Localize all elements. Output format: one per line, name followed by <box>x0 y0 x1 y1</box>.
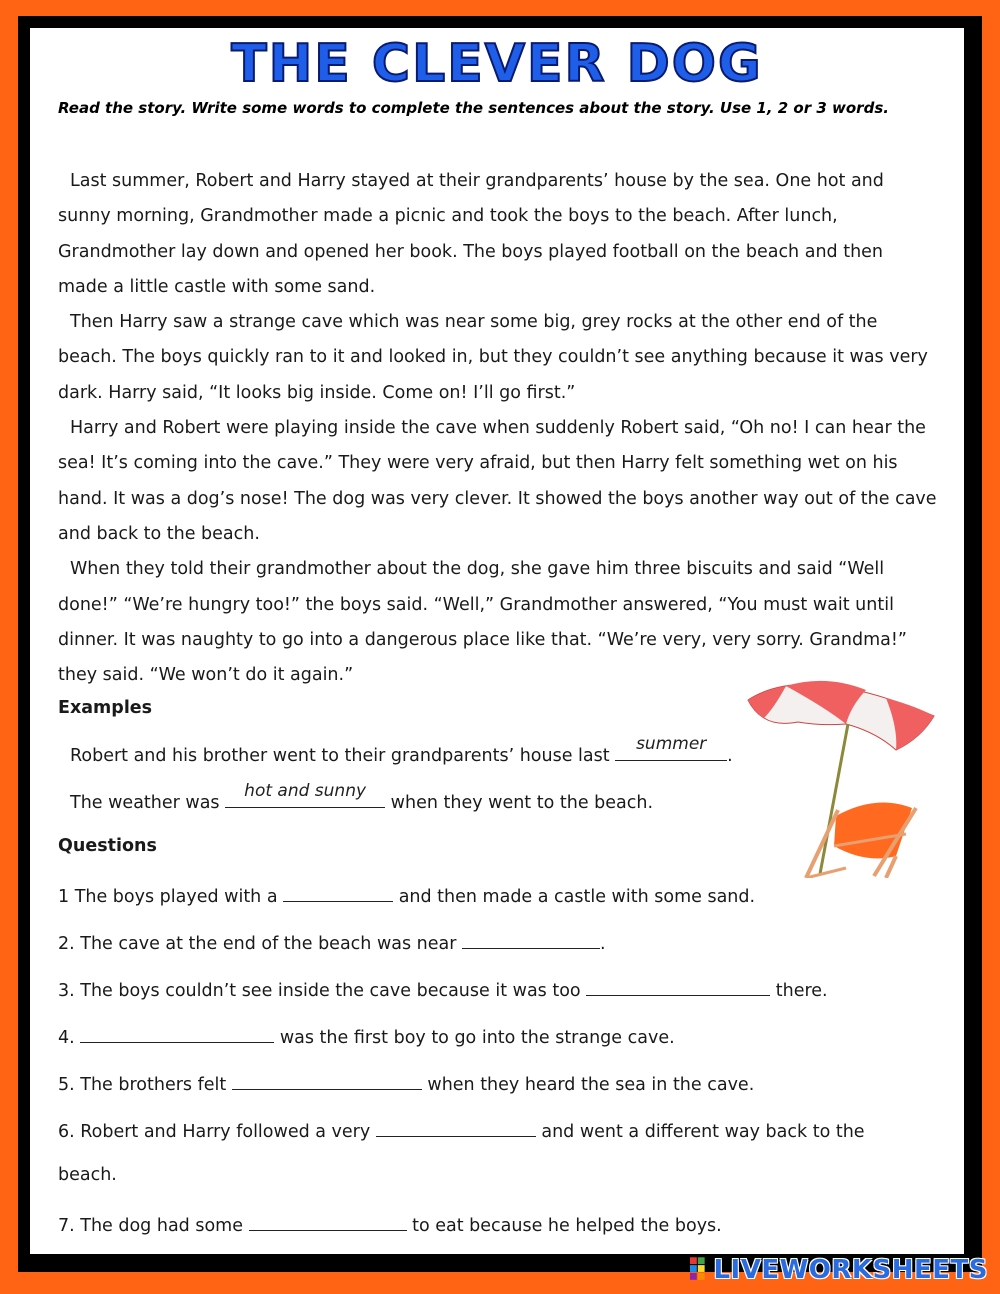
answer-input-6[interactable] <box>376 1118 536 1137</box>
question-1: 1 The boys played with a and then made a castle with some sand. <box>58 883 755 907</box>
answer-input-5[interactable] <box>232 1071 422 1090</box>
answer-input-2[interactable] <box>462 930 600 949</box>
examples-heading: Examples <box>58 698 153 718</box>
beach-umbrella-chair-icon <box>746 668 942 878</box>
answer-input-1[interactable] <box>283 883 393 902</box>
liveworksheets-logo-icon <box>688 1255 713 1285</box>
question-6: 6. Robert and Harry followed a very and went a different way back to the <box>58 1118 865 1142</box>
page-title: THE CLEVER DOG <box>231 34 763 94</box>
example-1-answer: summer <box>636 734 707 754</box>
story-text <box>58 164 938 693</box>
example-2: The weather was hot and sunny when they went to the beach. <box>70 781 654 813</box>
story-paragraph: Harry and Robert were playing inside the cave when suddenly Robert said, “Oh no! I can hear the sea! It’s coming into the cave.” They were very afraid, but then Harry felt something wet on his hand. It was a dog’s nose! The dog was very clever. It showed the boys another way out of the cave and back to the beach. <box>58 418 937 544</box>
logo-text: LIVEWORKSHEETS <box>713 1255 988 1285</box>
story-paragraph: Then Harry saw a strange cave which was near some big, grey rocks at the other end of the beach. The boys quickly ran to it and looked in, but they couldn’t see anything because it was very dark. Harry said, “It looks big inside. Come on! I’ll go first.” <box>58 312 928 403</box>
question-5: 5. The brothers felt when they heard the sea in the cave. <box>58 1071 754 1095</box>
story-paragraph: When they told their grandmother about the dog, she gave him three biscuits and said “Well done!” “We’re hungry too!” the boys said. “Well,” Grandmother answered, “You must wait until dinner. It was naughty to go into a dangerous place like that. “We’re very, very sorry. Grandma!” they said. “We won’t do it again.” <box>58 559 907 686</box>
answer-input-3[interactable] <box>586 977 770 996</box>
answer-input-7[interactable] <box>249 1212 407 1231</box>
question-3: 3. The boys couldn’t see inside the cave because it was too there. <box>58 977 828 1001</box>
example-1-blank <box>615 734 727 761</box>
question-2: 2. The cave at the end of the beach was near . <box>58 930 606 954</box>
liveworksheets-logo <box>688 1252 988 1288</box>
example-2-answer: hot and sunny <box>244 781 367 801</box>
story-paragraph: Last summer, Robert and Harry stayed at their grandparents’ house by the sea. One hot and sunny morning, Grandmother made a picnic and took the boys to the beach. After lunch, Grandmother lay down and opened her book. The boys played football on the beach and then made a little castle with some sand. <box>58 171 884 297</box>
example-1: Robert and his brother went to their grandparents’ house last summer . <box>70 734 733 766</box>
instructions: Read the story. Write some words to complete the sentences about the story. Use 1, 2 or 3 words. <box>58 99 889 117</box>
answer-input-4[interactable] <box>80 1024 274 1043</box>
question-7: 7. The dog had some to eat because he helped the boys. <box>58 1212 722 1236</box>
worksheet-page <box>30 28 964 1254</box>
example-2-blank <box>225 781 385 808</box>
question-6-continued: beach. <box>58 1165 117 1185</box>
question-4: 4. was the first boy to go into the strange cave. <box>58 1024 675 1048</box>
questions-heading: Questions <box>58 836 157 856</box>
